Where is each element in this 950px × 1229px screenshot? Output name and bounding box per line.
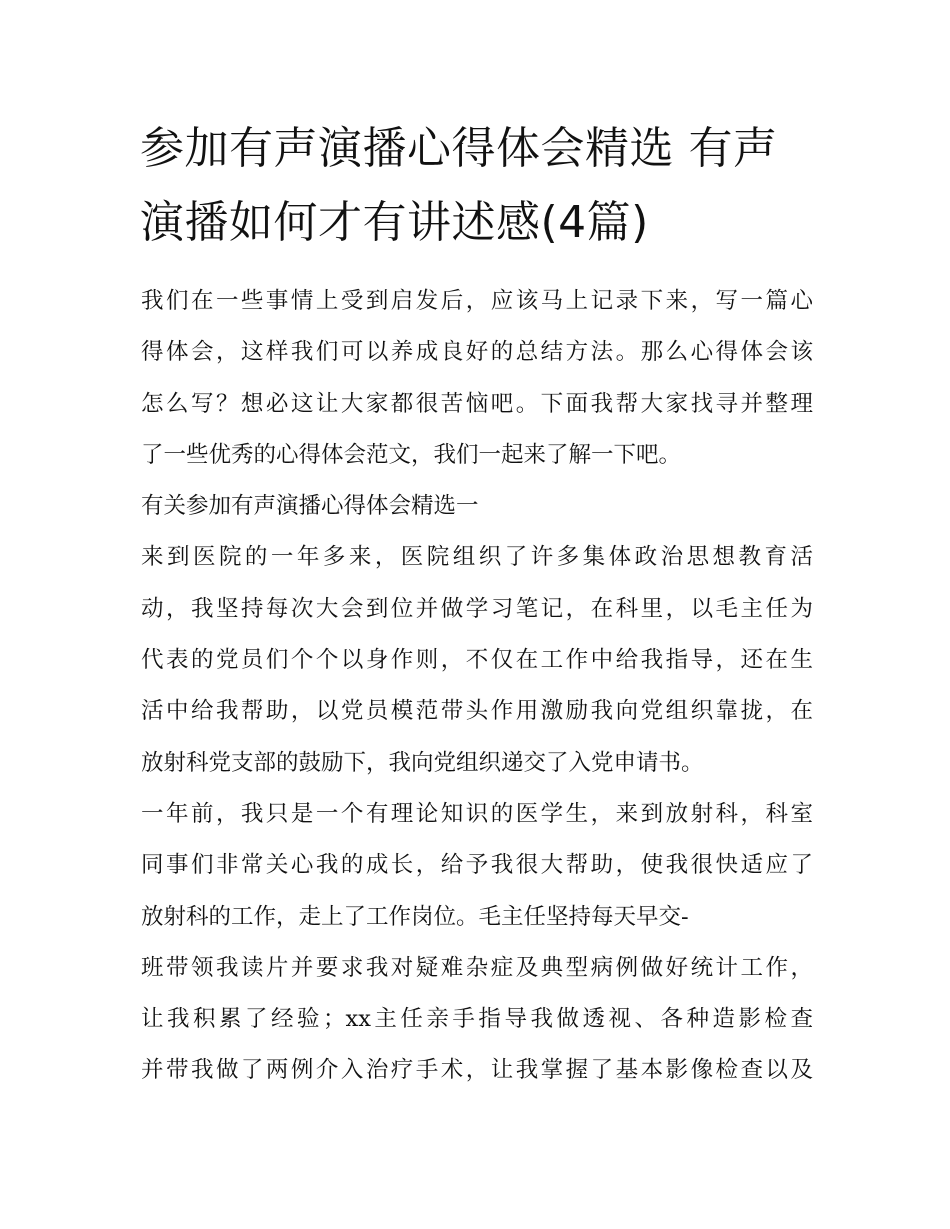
text-line: 一年前，我只是一个有理论知识的医学生，来到放射科，科室: [141, 800, 813, 827]
section-heading: [141, 481, 813, 532]
text-line: 了一些优秀的心得体会范文，我们一起来了解一下吧。: [141, 441, 682, 468]
document-body: [141, 276, 813, 1097]
text-line: 动，我坚持每次大会到位并做学习笔记，在科里，以毛主任为: [141, 595, 813, 622]
paragraph-body: [141, 943, 813, 1097]
paragraph-body: [141, 532, 813, 788]
paragraph-body: [141, 789, 813, 943]
text-line: 让我积累了经验；xx主任亲手指导我做透视、各种造影检查: [141, 1006, 813, 1033]
text-line: 放射科党支部的鼓励下，我向党组织递交了入党申请书。: [141, 749, 704, 776]
text-line: 活中给我帮助，以党员模范带头作用激励我向党组织靠拢，在: [141, 698, 813, 725]
text-line: 放射科的工作，走上了工作岗位。毛主任坚持每天早交-: [141, 903, 689, 930]
text-line: 得体会，这样我们可以养成良好的总结方法。那么心得体会该: [141, 339, 813, 366]
text-line: 并带我做了两例介入治疗手术，让我掌握了基本影像检查以及: [141, 1057, 813, 1084]
text-line: 有关参加有声演播心得体会精选一: [141, 493, 479, 520]
text-line: 同事们非常关心我的成长，给予我很大帮助，使我很快适应了: [141, 852, 813, 879]
text-line: 我们在一些事情上受到启发后，应该马上记录下来，写一篇心: [141, 288, 813, 314]
text-line: 班带领我读片并要求我对疑难杂症及典型病例做好统计工作，: [141, 954, 813, 981]
text-line: 代表的党员们个个以身作则，不仅在工作中给我指导，还在生: [141, 647, 813, 674]
text-line: 怎么写？想必这让大家都很苦恼吧。下面我帮大家找寻并整理: [141, 390, 813, 417]
text-line: 来到医院的一年多来，医院组织了许多集体政治思想教育活: [141, 544, 813, 571]
document-title: 参加有声演播心得体会精选 有声演播如何才有讲述感(4篇): [140, 123, 778, 248]
paragraph-intro: [141, 276, 813, 481]
